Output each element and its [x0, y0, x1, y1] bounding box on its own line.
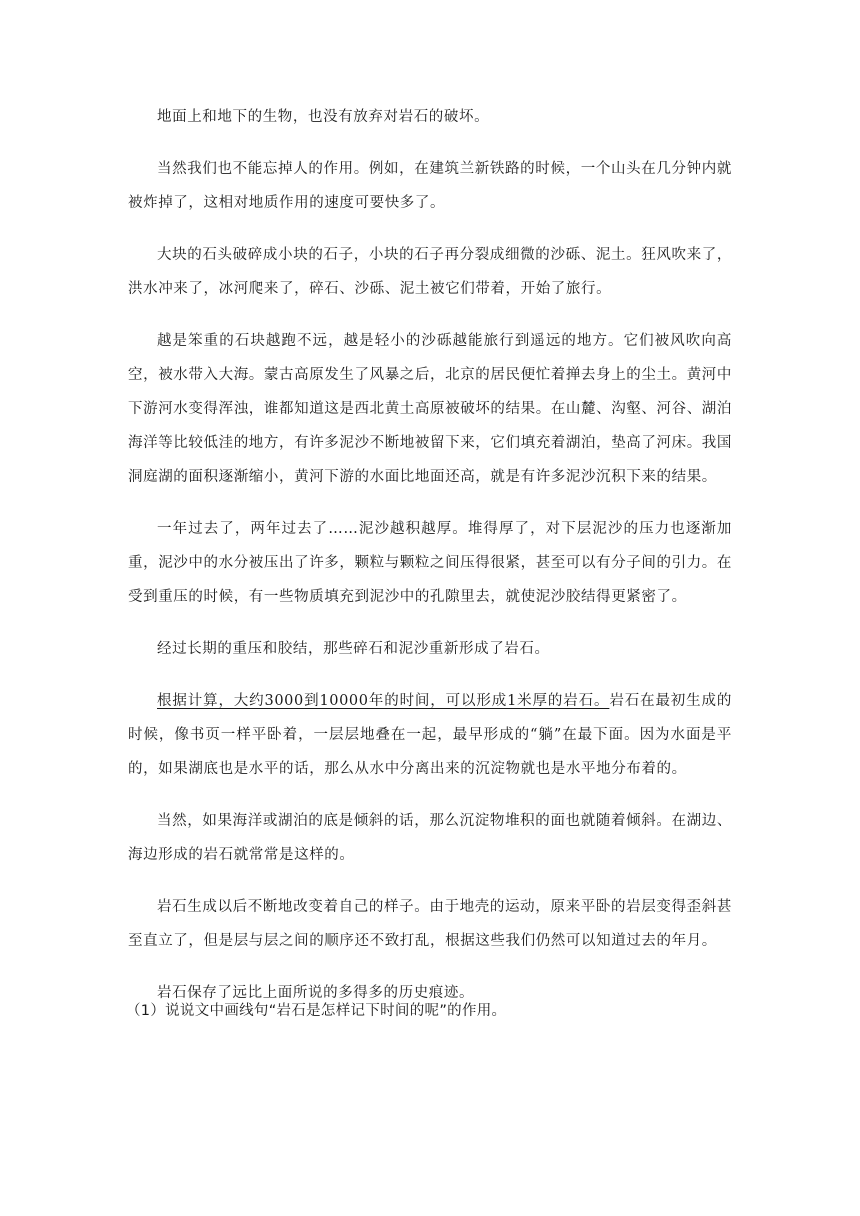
paragraph-layering	[128, 684, 732, 786]
article-body	[128, 100, 732, 1028]
question-1: （1）说说文中画线句“岩石是怎样记下时间的呢”的作用。	[126, 1003, 507, 1019]
paragraph-human-role: 当然我们也不能忘掉人的作用。例如，在建筑兰新铁路的时候，一个山头在几分钟内就被炸掉了，这相对地质作用的速度可要快多了。	[128, 161, 732, 211]
paragraph-organisms: 地面上和地下的生物，也没有放弃对岩石的破坏。	[157, 109, 490, 125]
paragraph-compaction: 一年过去了，两年过去了……泥沙越积越厚。堆得厚了，对下层泥沙的压力也逐渐加重，泥沙中的水分被压出了许多，颗粒与颗粒之间压得很紧，甚至可以有分子间的引力。在受到重压的时候，有一些物质填充到泥沙中的孔隙里去，就使泥沙胶结得更紧密了。	[128, 521, 732, 605]
paragraph-crust-movement: 岩石生成以后不断地改变着自己的样子。由于地壳的运动，原来平卧的岩层变得歪斜甚至直立了，但是层与层之间的顺序还不致打乱，根据这些我们仍然可以知道过去的年月。	[128, 899, 732, 949]
paragraph-sediment-travel: 越是笨重的石块越跑不远，越是轻小的沙砾越能旅行到遥远的地方。它们被风吹向高空，被水带入大海。蒙古高原发生了风暴之后，北京的居民便忙着掸去身上的尘土。黄河中下游河水变得浑浊，谁都知道这是西北黄土高原被破坏的结果。在山麓、沟壑、河谷、湖泊海洋等比较低洼的地方，有许多泥沙不断地被留下来，它们填充着湖泊，垫高了河床。我国洞庭湖的面积逐渐缩小，黄河下游的水面比地面还高，就是有许多泥沙沉积下来的结果。	[128, 333, 732, 485]
paragraph-rock-breakdown: 大块的石头破碎成小块的石子，小块的石子再分裂成细微的沙砾、泥土。狂风吹来了，洪水冲来了，冰河爬来了，碎石、沙砾、泥土被它们带着，开始了旅行。	[128, 247, 732, 297]
paragraph-history-traces: 岩石保存了远比上面所说的多得多的历史痕迹。	[157, 985, 475, 1001]
layering-text: 岩石在最初生成的时候，像书页一样平卧着，一层层地叠在一起，最早形成的“躺”在最下面。因为水面是平的，如果湖底也是水平的话，那么从水中分离出来的沉淀物就也是水平地分布着的。	[128, 693, 732, 777]
paragraph-tilted-beds: 当然，如果海洋或湖泊的底是倾斜的话，那么沉淀物堆积的面也就随着倾斜。在湖边、海边形成的岩石就常常是这样的。	[128, 813, 732, 863]
underlined-sentence: 根据计算，大约3000到10000年的时间，可以形成1米厚的岩石。	[157, 693, 610, 709]
paragraph-rock-formation: 经过长期的重压和胶结，那些碎石和泥沙重新形成了岩石。	[157, 641, 550, 657]
